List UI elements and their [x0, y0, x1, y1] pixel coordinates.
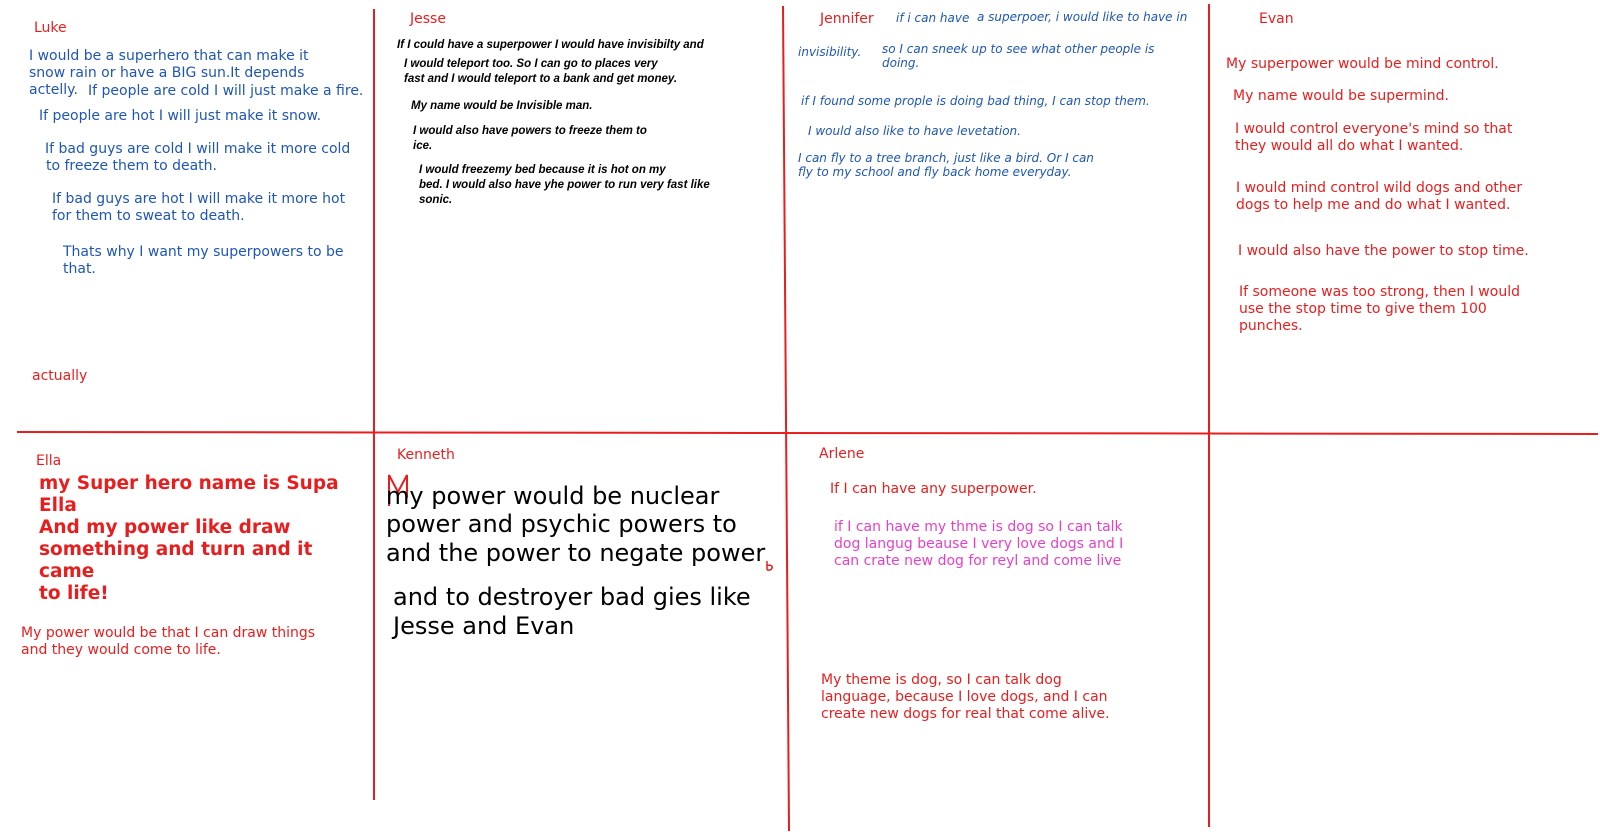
- jennifer-line: so I can sneek up to see what other people is: [882, 42, 1155, 56]
- ella-big-line: to life!: [39, 583, 109, 604]
- evan-line: My name would be supermind.: [1233, 88, 1449, 104]
- vertical-divider-2: [783, 6, 789, 831]
- evan-line: If someone was too strong, then I would: [1239, 284, 1520, 300]
- jennifer-line: a superpoer, i would like to have in: [977, 10, 1188, 24]
- luke-line: If people are hot I will just make it snow.: [39, 108, 322, 124]
- student-name-jesse: Jesse: [410, 11, 446, 27]
- luke-line: I would be a superhero that can make it: [29, 48, 309, 64]
- arlene-line: if I can have my thme is dog so I can talk: [834, 519, 1123, 535]
- luke-line: If bad guys are hot I will make it more hot: [52, 191, 346, 207]
- jesse-line: ice.: [413, 140, 433, 152]
- luke-line: snow rain or have a BIG sun.It depends: [29, 65, 305, 81]
- jennifer-line: doing.: [882, 56, 920, 70]
- ella-small-line: and they would come to life.: [21, 642, 221, 658]
- luke-line: for them to sweat to death.: [52, 208, 245, 224]
- evan-line: punches.: [1239, 318, 1303, 334]
- evan-line: My superpower would be mind control.: [1226, 56, 1499, 72]
- luke-line: If people are cold I will just make a fire.: [88, 83, 364, 99]
- jennifer-line: invisibility.: [798, 45, 862, 59]
- evan-line: dogs to help me and do what I wanted.: [1236, 197, 1511, 213]
- jesse-line: I would teleport too. So I can go to places very: [404, 58, 658, 70]
- ella-big-line: something and turn and it: [39, 539, 313, 560]
- arlene-line: can crate new dog for reyl and come live: [834, 553, 1122, 569]
- cell-empty: [1212, 436, 1592, 826]
- jesse-line: I would also have powers to freeze them to: [413, 125, 647, 137]
- student-name-kenneth: Kenneth: [397, 447, 455, 463]
- kenneth-line: power and psychic powers to: [386, 510, 737, 538]
- kenneth-line: and to destroyer bad gies like: [393, 583, 751, 611]
- jennifer-line: fly to my school and fly back home everyday.: [798, 165, 1072, 179]
- jesse-line: My name would be Invisible man.: [411, 100, 593, 112]
- jesse-line: I would freezemy bed because it is hot on my: [419, 164, 666, 176]
- ella-small-line: My power would be that I can draw things: [21, 625, 316, 641]
- jesse-line: fast and I would teleport to a bank and get money.: [404, 73, 678, 85]
- student-name-luke: Luke: [34, 20, 67, 36]
- kenneth-line: Jesse and Evan: [393, 612, 575, 640]
- jennifer-line: if I found some prople is doing bad thing, I can stop them.: [801, 94, 1150, 108]
- kenneth-line: and the power to negate power: [386, 539, 766, 567]
- ella-big-line: And my power like draw: [39, 517, 291, 538]
- evan-line: I would control everyone's mind so that: [1235, 121, 1513, 137]
- student-name-jennifer: Jennifer: [820, 11, 874, 27]
- jesse-line: bed. I would also have yhe power to run very fast like: [419, 179, 710, 191]
- evan-line: they would all do what I wanted.: [1235, 138, 1464, 154]
- arlene-line: My theme is dog, so I can talk dog: [821, 672, 1062, 688]
- ella-big-line: my Super hero name is Supa: [39, 473, 339, 494]
- ella-big-line: Ella: [39, 495, 77, 516]
- student-name-arlene: Arlene: [819, 446, 865, 462]
- jennifer-line: I can fly to a tree branch, just like a bird. Or I can: [798, 151, 1094, 165]
- arlene-line: dog langug beause I very love dogs and I: [834, 536, 1124, 552]
- luke-line: to freeze them to death.: [46, 158, 217, 174]
- evan-line: I would also have the power to stop time.: [1238, 243, 1529, 259]
- luke-line: Thats why I want my superpowers to be: [63, 244, 344, 260]
- jesse-line: sonic.: [419, 194, 453, 206]
- jesse-line: If I could have a superpower I would have invisibilty and: [397, 39, 704, 51]
- jennifer-line: I would also like to have levetation.: [808, 124, 1021, 138]
- luke-line: actelly.: [29, 82, 78, 98]
- luke-correction-note: actually: [32, 368, 88, 384]
- jennifer-line: if i can have: [896, 11, 970, 25]
- evan-line: I would mind control wild dogs and other: [1236, 180, 1523, 196]
- evan-line: use the stop time to give them 100: [1239, 301, 1487, 317]
- ella-big-line: came: [39, 561, 95, 582]
- student-name-evan: Evan: [1259, 11, 1294, 27]
- arlene-line: create new dogs for real that come alive.: [821, 706, 1110, 722]
- luke-line: that.: [63, 261, 96, 277]
- student-name-ella: Ella: [36, 453, 62, 469]
- kenneth-line: my power would be nuclear: [386, 482, 720, 510]
- horizontal-divider: [17, 432, 1598, 434]
- handwritten-b-mark: [765, 560, 775, 572]
- arlene-line: If I can have any superpower.: [830, 481, 1037, 497]
- arlene-line: language, because I love dogs, and I can: [821, 689, 1108, 705]
- luke-line: If bad guys are cold I will make it more cold: [45, 141, 351, 157]
